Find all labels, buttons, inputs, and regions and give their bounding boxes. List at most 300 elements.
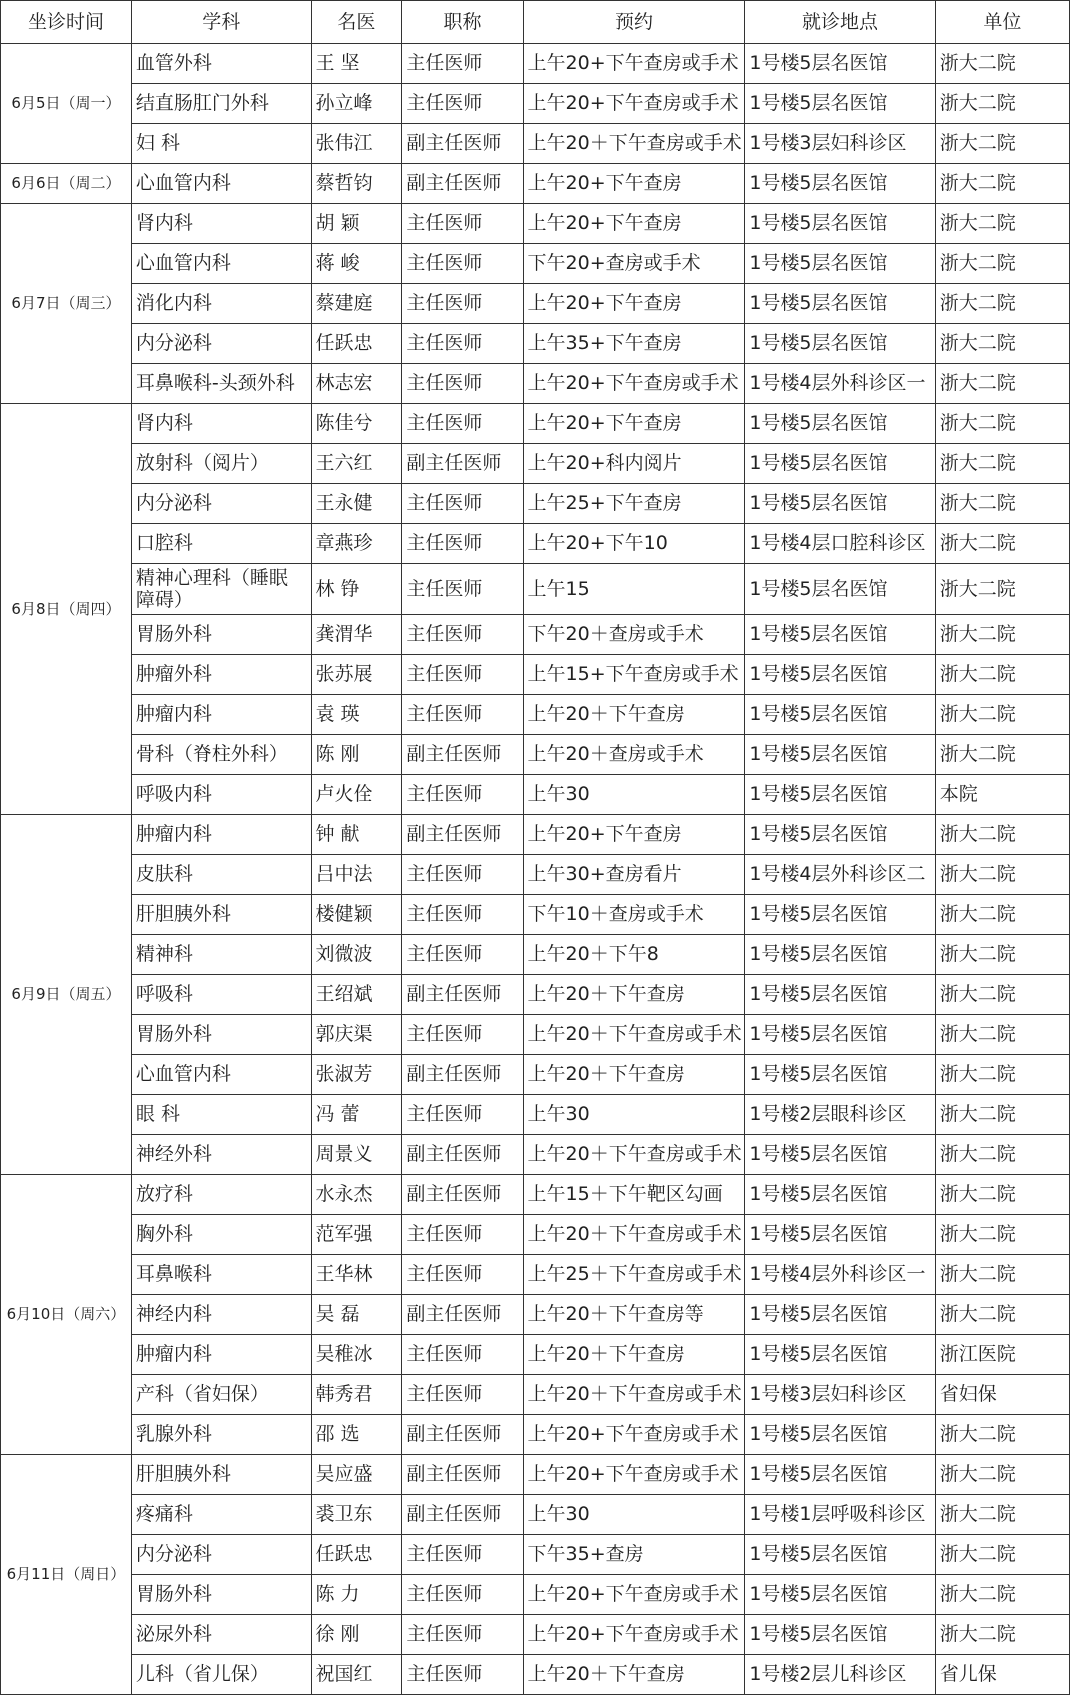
department-cell: 结直肠肛门外科	[131, 84, 311, 124]
date-cell: 6月5日（周一）	[1, 44, 132, 164]
department-cell: 肿瘤内科	[131, 1335, 311, 1375]
department-cell: 骨科（脊柱外科）	[131, 735, 311, 775]
location-cell: 1号楼5层名医馆	[745, 204, 935, 244]
title-cell: 主任医师	[402, 775, 523, 815]
table-row	[1, 655, 1070, 695]
doctor-cell: 蒋 峻	[311, 244, 402, 284]
title-cell: 副主任医师	[402, 1495, 523, 1535]
title-cell: 主任医师	[402, 524, 523, 564]
table-row	[1, 364, 1070, 404]
title-cell: 副主任医师	[402, 975, 523, 1015]
appointment-cell: 上午20＋查房或手术	[523, 735, 745, 775]
doctor-cell: 章燕珍	[311, 524, 402, 564]
department-cell: 呼吸科	[131, 975, 311, 1015]
doctor-cell: 蔡建庭	[311, 284, 402, 324]
title-cell: 副主任医师	[402, 735, 523, 775]
title-cell: 主任医师	[402, 655, 523, 695]
doctor-cell: 祝国红	[311, 1655, 402, 1695]
title-cell: 主任医师	[402, 364, 523, 404]
title-cell: 主任医师	[402, 324, 523, 364]
unit-cell: 本院	[935, 775, 1069, 815]
location-cell: 1号楼5层名医馆	[745, 1415, 935, 1455]
location-cell: 1号楼4层外科诊区一	[745, 1255, 935, 1295]
unit-cell: 浙大二院	[935, 1615, 1069, 1655]
appointment-cell: 上午20+下午查房或手术	[523, 84, 745, 124]
header-row	[1, 1, 1070, 44]
table-row	[1, 1575, 1070, 1615]
unit-cell: 浙大二院	[935, 855, 1069, 895]
doctor-cell: 吴 磊	[311, 1295, 402, 1335]
location-cell: 1号楼5层名医馆	[745, 815, 935, 855]
appointment-cell: 上午20＋下午查房	[523, 1335, 745, 1375]
title-cell: 主任医师	[402, 1535, 523, 1575]
department-cell: 眼 科	[131, 1095, 311, 1135]
location-cell: 1号楼5层名医馆	[745, 564, 935, 615]
appointment-cell: 上午20＋下午查房或手术	[523, 1015, 745, 1055]
doctor-cell: 郭庆渠	[311, 1015, 402, 1055]
unit-cell: 浙大二院	[935, 84, 1069, 124]
location-cell: 1号楼5层名医馆	[745, 484, 935, 524]
department-cell: 消化内科	[131, 284, 311, 324]
unit-cell: 浙大二院	[935, 1535, 1069, 1575]
location-cell: 1号楼5层名医馆	[745, 695, 935, 735]
table-row	[1, 935, 1070, 975]
unit-cell: 浙大二院	[935, 164, 1069, 204]
doctor-cell: 吴稚冰	[311, 1335, 402, 1375]
location-cell: 1号楼5层名医馆	[745, 44, 935, 84]
appointment-cell: 上午20＋下午查房等	[523, 1295, 745, 1335]
location-cell: 1号楼4层外科诊区二	[745, 855, 935, 895]
title-cell: 副主任医师	[402, 1055, 523, 1095]
doctor-cell: 冯 蕾	[311, 1095, 402, 1135]
unit-cell: 浙大二院	[935, 1255, 1069, 1295]
doctor-cell: 王华林	[311, 1255, 402, 1295]
doctor-cell: 王 坚	[311, 44, 402, 84]
appointment-cell: 上午20＋下午查房	[523, 695, 745, 735]
location-cell: 1号楼1层呼吸科诊区	[745, 1495, 935, 1535]
table-row	[1, 1055, 1070, 1095]
unit-cell: 浙大二院	[935, 1495, 1069, 1535]
doctor-cell: 徐 刚	[311, 1615, 402, 1655]
location-cell: 1号楼5层名医馆	[745, 1175, 935, 1215]
appointment-cell: 上午20+下午10	[523, 524, 745, 564]
doctor-cell: 蔡哲钧	[311, 164, 402, 204]
location-cell: 1号楼5层名医馆	[745, 444, 935, 484]
table-row	[1, 1135, 1070, 1175]
unit-cell: 浙大二院	[935, 484, 1069, 524]
department-cell: 胸外科	[131, 1215, 311, 1255]
unit-cell: 浙大二院	[935, 44, 1069, 84]
table-row	[1, 1015, 1070, 1055]
date-cell: 6月7日（周三）	[1, 204, 132, 404]
department-cell: 放射科（阅片）	[131, 444, 311, 484]
location-cell: 1号楼5层名医馆	[745, 1295, 935, 1335]
date-cell: 6月11日（周日）	[1, 1455, 132, 1695]
title-cell: 副主任医师	[402, 1415, 523, 1455]
unit-cell: 浙大二院	[935, 444, 1069, 484]
location-cell: 1号楼5层名医馆	[745, 1015, 935, 1055]
department-cell: 肿瘤外科	[131, 655, 311, 695]
doctor-cell: 吴应盛	[311, 1455, 402, 1495]
appointment-cell: 上午20＋下午查房或手术	[523, 1135, 745, 1175]
title-cell: 主任医师	[402, 204, 523, 244]
title-cell: 主任医师	[402, 564, 523, 615]
header-location: 就诊地点	[745, 1, 935, 44]
table-row	[1, 1495, 1070, 1535]
table-row	[1, 975, 1070, 1015]
doctor-cell: 王永健	[311, 484, 402, 524]
table-row	[1, 815, 1070, 855]
appointment-cell: 下午20+查房或手术	[523, 244, 745, 284]
department-cell: 耳鼻喉科-头颈外科	[131, 364, 311, 404]
department-cell: 皮肤科	[131, 855, 311, 895]
department-cell: 肝胆胰外科	[131, 895, 311, 935]
title-cell: 副主任医师	[402, 1135, 523, 1175]
department-cell: 内分泌科	[131, 1535, 311, 1575]
table-row	[1, 1455, 1070, 1495]
department-cell: 胃肠外科	[131, 615, 311, 655]
date-cell: 6月10日（周六）	[1, 1175, 132, 1455]
location-cell: 1号楼3层妇科诊区	[745, 124, 935, 164]
header-department: 学科	[131, 1, 311, 44]
unit-cell: 浙大二院	[935, 404, 1069, 444]
appointment-cell: 下午10＋查房或手术	[523, 895, 745, 935]
appointment-cell: 上午20+下午查房或手术	[523, 1455, 745, 1495]
location-cell: 1号楼5层名医馆	[745, 1575, 935, 1615]
department-cell: 心血管内科	[131, 164, 311, 204]
title-cell: 副主任医师	[402, 815, 523, 855]
unit-cell: 浙大二院	[935, 1055, 1069, 1095]
appointment-cell: 上午20＋下午查房或手术	[523, 124, 745, 164]
header-date: 坐诊时间	[1, 1, 132, 44]
unit-cell: 浙大二院	[935, 364, 1069, 404]
doctor-cell: 王绍斌	[311, 975, 402, 1015]
department-cell: 耳鼻喉科	[131, 1255, 311, 1295]
title-cell: 主任医师	[402, 935, 523, 975]
appointment-cell: 上午20＋下午8	[523, 935, 745, 975]
department-cell: 内分泌科	[131, 484, 311, 524]
location-cell: 1号楼5层名医馆	[745, 84, 935, 124]
unit-cell: 浙大二院	[935, 324, 1069, 364]
unit-cell: 浙大二院	[935, 1095, 1069, 1135]
title-cell: 主任医师	[402, 484, 523, 524]
unit-cell: 浙大二院	[935, 1455, 1069, 1495]
appointment-cell: 上午15	[523, 564, 745, 615]
appointment-cell: 上午25+下午查房	[523, 484, 745, 524]
title-cell: 主任医师	[402, 284, 523, 324]
table-row	[1, 1335, 1070, 1375]
date-cell: 6月8日（周四）	[1, 404, 132, 815]
department-cell: 肿瘤内科	[131, 815, 311, 855]
location-cell: 1号楼5层名医馆	[745, 735, 935, 775]
table-row	[1, 1215, 1070, 1255]
department-cell: 口腔科	[131, 524, 311, 564]
title-cell: 副主任医师	[402, 164, 523, 204]
title-cell: 副主任医师	[402, 444, 523, 484]
location-cell: 1号楼5层名医馆	[745, 164, 935, 204]
department-cell: 血管外科	[131, 44, 311, 84]
table-row	[1, 524, 1070, 564]
appointment-cell: 上午20+下午查房	[523, 284, 745, 324]
appointment-cell: 上午20＋下午查房	[523, 975, 745, 1015]
location-cell: 1号楼5层名医馆	[745, 655, 935, 695]
table-row	[1, 895, 1070, 935]
title-cell: 主任医师	[402, 1335, 523, 1375]
location-cell: 1号楼4层外科诊区一	[745, 364, 935, 404]
appointment-cell: 上午20＋下午查房	[523, 1055, 745, 1095]
doctor-cell: 陈 刚	[311, 735, 402, 775]
table-row	[1, 84, 1070, 124]
department-cell: 放疗科	[131, 1175, 311, 1215]
date-cell: 6月9日（周五）	[1, 815, 132, 1175]
unit-cell: 浙大二院	[935, 1575, 1069, 1615]
unit-cell: 浙大二院	[935, 564, 1069, 615]
header-title: 职称	[402, 1, 523, 44]
department-cell: 胃肠外科	[131, 1575, 311, 1615]
unit-cell: 浙大二院	[935, 124, 1069, 164]
table-row	[1, 1295, 1070, 1335]
department-cell: 神经外科	[131, 1135, 311, 1175]
header-appointment: 预约	[523, 1, 745, 44]
table-row	[1, 1095, 1070, 1135]
doctor-cell: 楼健颖	[311, 895, 402, 935]
department-cell: 内分泌科	[131, 324, 311, 364]
doctor-cell: 周景义	[311, 1135, 402, 1175]
table-row	[1, 444, 1070, 484]
department-cell: 肾内科	[131, 404, 311, 444]
department-cell: 肾内科	[131, 204, 311, 244]
title-cell: 主任医师	[402, 1015, 523, 1055]
location-cell: 1号楼5层名医馆	[745, 244, 935, 284]
appointment-cell: 上午20+下午查房	[523, 204, 745, 244]
department-cell: 胃肠外科	[131, 1015, 311, 1055]
table-row	[1, 615, 1070, 655]
table-row	[1, 484, 1070, 524]
location-cell: 1号楼3层妇科诊区	[745, 1375, 935, 1415]
date-cell: 6月6日（周二）	[1, 164, 132, 204]
appointment-cell: 上午35+下午查房	[523, 324, 745, 364]
unit-cell: 浙大二院	[935, 615, 1069, 655]
location-cell: 1号楼5层名医馆	[745, 1615, 935, 1655]
doctor-cell: 王六红	[311, 444, 402, 484]
location-cell: 1号楼5层名医馆	[745, 324, 935, 364]
location-cell: 1号楼5层名医馆	[745, 1455, 935, 1495]
department-cell: 妇 科	[131, 124, 311, 164]
title-cell: 主任医师	[402, 855, 523, 895]
department-cell: 肝胆胰外科	[131, 1455, 311, 1495]
appointment-cell: 上午20+下午查房或手术	[523, 1415, 745, 1455]
title-cell: 主任医师	[402, 1215, 523, 1255]
doctor-cell: 邵 选	[311, 1415, 402, 1455]
table-row	[1, 164, 1070, 204]
title-cell: 主任医师	[402, 44, 523, 84]
appointment-cell: 上午20+下午查房	[523, 164, 745, 204]
table-row	[1, 1615, 1070, 1655]
title-cell: 主任医师	[402, 895, 523, 935]
title-cell: 主任医师	[402, 695, 523, 735]
unit-cell: 浙大二院	[935, 815, 1069, 855]
department-cell: 乳腺外科	[131, 1415, 311, 1455]
doctor-cell: 吕中法	[311, 855, 402, 895]
table-row	[1, 1255, 1070, 1295]
location-cell: 1号楼2层儿科诊区	[745, 1655, 935, 1695]
doctor-cell: 林 铮	[311, 564, 402, 615]
title-cell: 主任医师	[402, 1575, 523, 1615]
appointment-cell: 上午30	[523, 775, 745, 815]
unit-cell: 省儿保	[935, 1655, 1069, 1695]
unit-cell: 浙大二院	[935, 695, 1069, 735]
appointment-cell: 上午20＋下午查房或手术	[523, 1215, 745, 1255]
title-cell: 主任医师	[402, 84, 523, 124]
unit-cell: 浙大二院	[935, 524, 1069, 564]
department-cell: 肿瘤内科	[131, 695, 311, 735]
unit-cell: 浙大二院	[935, 735, 1069, 775]
unit-cell: 浙大二院	[935, 895, 1069, 935]
doctor-cell: 张淑芳	[311, 1055, 402, 1095]
appointment-cell: 上午20+下午查房或手术	[523, 1615, 745, 1655]
table-row	[1, 244, 1070, 284]
location-cell: 1号楼5层名医馆	[745, 975, 935, 1015]
unit-cell: 浙大二院	[935, 655, 1069, 695]
department-cell: 心血管内科	[131, 244, 311, 284]
table-row	[1, 284, 1070, 324]
appointment-cell: 上午25＋下午查房或手术	[523, 1255, 745, 1295]
title-cell: 副主任医师	[402, 1295, 523, 1335]
department-cell: 精神心理科（睡眠障碍）	[131, 564, 311, 615]
table-row	[1, 1655, 1070, 1695]
header-doctor: 名医	[311, 1, 402, 44]
appointment-cell: 上午20+下午查房或手术	[523, 1575, 745, 1615]
doctor-cell: 陈佳兮	[311, 404, 402, 444]
schedule-body	[1, 44, 1070, 1695]
doctor-cell: 龚渭华	[311, 615, 402, 655]
doctor-cell: 裘卫东	[311, 1495, 402, 1535]
title-cell: 副主任医师	[402, 1175, 523, 1215]
doctor-cell: 孙立峰	[311, 84, 402, 124]
appointment-cell: 上午15＋下午靶区勾画	[523, 1175, 745, 1215]
title-cell: 主任医师	[402, 1375, 523, 1415]
appointment-cell: 上午20+下午查房或手术	[523, 364, 745, 404]
department-cell: 心血管内科	[131, 1055, 311, 1095]
location-cell: 1号楼5层名医馆	[745, 1055, 935, 1095]
department-cell: 疼痛科	[131, 1495, 311, 1535]
appointment-cell: 下午35+查房	[523, 1535, 745, 1575]
title-cell: 主任医师	[402, 404, 523, 444]
location-cell: 1号楼5层名医馆	[745, 1335, 935, 1375]
title-cell: 副主任医师	[402, 1455, 523, 1495]
appointment-cell: 上午30	[523, 1095, 745, 1135]
location-cell: 1号楼5层名医馆	[745, 1215, 935, 1255]
table-row	[1, 44, 1070, 84]
unit-cell: 省妇保	[935, 1375, 1069, 1415]
unit-cell: 浙大二院	[935, 1415, 1069, 1455]
unit-cell: 浙大二院	[935, 1175, 1069, 1215]
unit-cell: 浙大二院	[935, 204, 1069, 244]
location-cell: 1号楼2层眼科诊区	[745, 1095, 935, 1135]
location-cell: 1号楼5层名医馆	[745, 615, 935, 655]
doctor-cell: 卢火佺	[311, 775, 402, 815]
title-cell: 主任医师	[402, 1095, 523, 1135]
location-cell: 1号楼5层名医馆	[745, 284, 935, 324]
title-cell: 主任医师	[402, 1655, 523, 1695]
doctor-cell: 水永杰	[311, 1175, 402, 1215]
doctor-cell: 袁 瑛	[311, 695, 402, 735]
appointment-cell: 上午20+下午查房或手术	[523, 44, 745, 84]
table-row	[1, 1175, 1070, 1215]
appointment-cell: 上午20＋下午查房	[523, 1655, 745, 1695]
unit-cell: 浙大二院	[935, 1215, 1069, 1255]
table-row	[1, 775, 1070, 815]
unit-cell: 浙大二院	[935, 1015, 1069, 1055]
unit-cell: 浙大二院	[935, 244, 1069, 284]
header-unit: 单位	[935, 1, 1069, 44]
appointment-cell: 上午30	[523, 1495, 745, 1535]
title-cell: 副主任医师	[402, 124, 523, 164]
appointment-cell: 上午20+下午查房	[523, 815, 745, 855]
location-cell: 1号楼5层名医馆	[745, 404, 935, 444]
unit-cell: 浙大二院	[935, 935, 1069, 975]
location-cell: 1号楼5层名医馆	[745, 1135, 935, 1175]
table-row	[1, 324, 1070, 364]
doctor-cell: 韩秀君	[311, 1375, 402, 1415]
table-row	[1, 1375, 1070, 1415]
appointment-cell: 下午20＋查房或手术	[523, 615, 745, 655]
department-cell: 呼吸内科	[131, 775, 311, 815]
table-row	[1, 204, 1070, 244]
table-row	[1, 735, 1070, 775]
department-cell: 泌尿外科	[131, 1615, 311, 1655]
appointment-cell: 上午20＋下午查房或手术	[523, 1375, 745, 1415]
unit-cell: 浙大二院	[935, 284, 1069, 324]
title-cell: 主任医师	[402, 615, 523, 655]
table-row	[1, 564, 1070, 615]
unit-cell: 浙江医院	[935, 1335, 1069, 1375]
title-cell: 主任医师	[402, 1255, 523, 1295]
appointment-cell: 上午15+下午查房或手术	[523, 655, 745, 695]
department-cell: 儿科（省儿保）	[131, 1655, 311, 1695]
doctor-cell: 任跃忠	[311, 324, 402, 364]
doctor-cell: 林志宏	[311, 364, 402, 404]
location-cell: 1号楼5层名医馆	[745, 895, 935, 935]
location-cell: 1号楼5层名医馆	[745, 935, 935, 975]
doctor-cell: 范军强	[311, 1215, 402, 1255]
table-row	[1, 404, 1070, 444]
doctor-cell: 张苏展	[311, 655, 402, 695]
unit-cell: 浙大二院	[935, 1135, 1069, 1175]
table-row	[1, 124, 1070, 164]
appointment-cell: 上午20+科内阅片	[523, 444, 745, 484]
department-cell: 神经内科	[131, 1295, 311, 1335]
location-cell: 1号楼5层名医馆	[745, 1535, 935, 1575]
location-cell: 1号楼5层名医馆	[745, 775, 935, 815]
doctor-cell: 张伟江	[311, 124, 402, 164]
doctor-cell: 陈 力	[311, 1575, 402, 1615]
location-cell: 1号楼4层口腔科诊区	[745, 524, 935, 564]
doctor-cell: 胡 颖	[311, 204, 402, 244]
appointment-cell: 上午30+查房看片	[523, 855, 745, 895]
doctor-cell: 钟 献	[311, 815, 402, 855]
table-row	[1, 1535, 1070, 1575]
table-row	[1, 1415, 1070, 1455]
unit-cell: 浙大二院	[935, 1295, 1069, 1335]
title-cell: 主任医师	[402, 1615, 523, 1655]
department-cell: 产科（省妇保）	[131, 1375, 311, 1415]
table-row	[1, 855, 1070, 895]
department-cell: 精神科	[131, 935, 311, 975]
table-row	[1, 695, 1070, 735]
unit-cell: 浙大二院	[935, 975, 1069, 1015]
doctor-cell: 任跃忠	[311, 1535, 402, 1575]
